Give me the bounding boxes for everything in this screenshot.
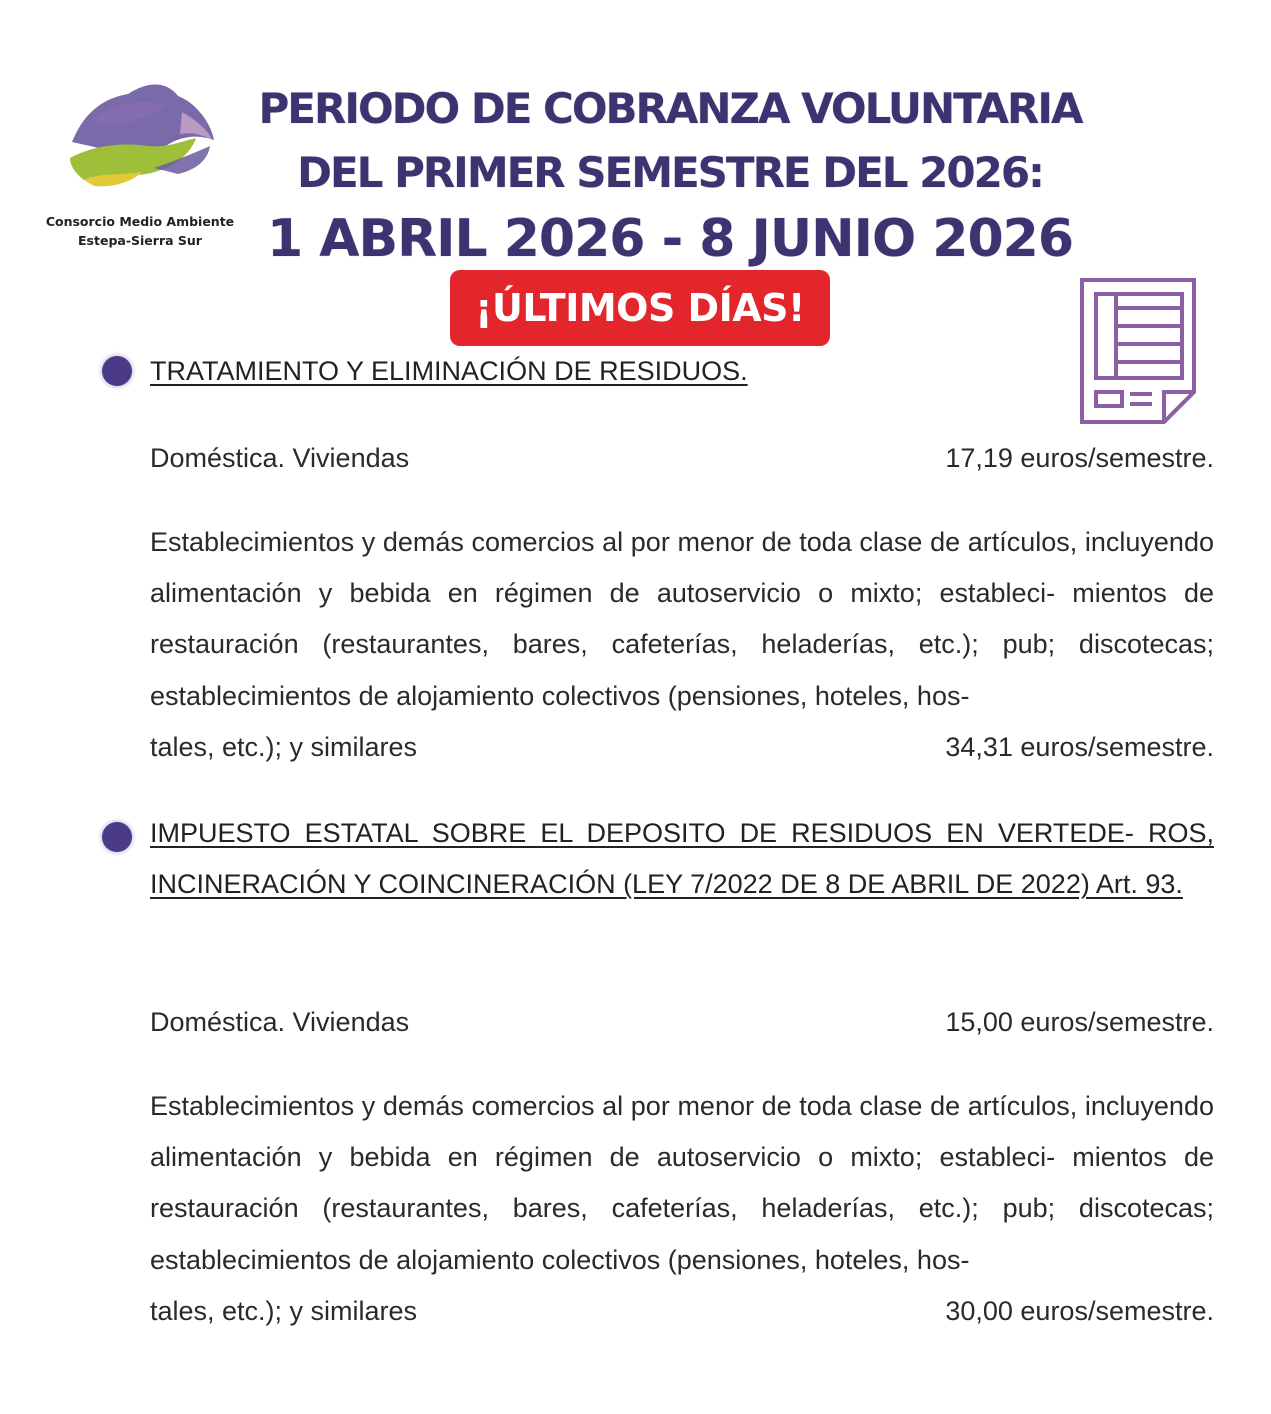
last-days-badge: ¡ÚLTIMOS DÍAS! <box>450 270 830 346</box>
commercial-amount: 30,00 euros/semestre. <box>945 1295 1214 1326</box>
logo-caption-line2: Estepa-Sierra Sur <box>78 233 202 248</box>
header-line2: DEL PRIMER SEMESTRE DEL 2026: <box>297 148 1043 197</box>
commercial-text: Establecimientos y demás comercios al por menor de toda clase de artículos, incluyendo alimentación y bebida en régimen de autoservicio o mixto; estableci- mientos de restauración (restaurantes, bares, cafeterías, heladerías, etc.); pub; discotecas; establecimientos de alojamiento colectivos (pensiones, hoteles, hos- <box>150 527 1214 711</box>
domestic-label: Doméstica. Viviendas <box>150 443 410 473</box>
section-bullet <box>102 356 132 386</box>
header-dates: 1 ABRIL 2026 - 8 JUNIO 2026 <box>266 209 1074 269</box>
commercial-paragraph <box>150 517 1214 773</box>
section-bullet <box>102 822 132 852</box>
domestic-row <box>150 1002 1214 1042</box>
domestic-label: Doméstica. Viviendas <box>150 1007 410 1037</box>
consorcio-logo <box>62 76 222 194</box>
section-heading-text: IMPUESTO ESTATAL SOBRE EL DEPOSITO DE RESIDUOS EN VERTEDE- ROS, INCINERACIÓN Y COINCINERACIÓN (LEY 7/2022 DE 8 DE ABRIL DE 2022) Art. 93. <box>150 818 1214 899</box>
commercial-amount: 34,31 euros/semestre. <box>945 731 1214 762</box>
commercial-paragraph <box>150 1081 1214 1337</box>
header-line1: PERIODO DE COBRANZA VOLUNTARIA <box>258 84 1082 133</box>
section-heading-text: TRATAMIENTO Y ELIMINACIÓN DE RESIDUOS. <box>150 356 748 386</box>
domestic-amount: 15,00 euros/semestre. <box>945 1007 1214 1037</box>
logo-caption-line1: Consorcio Medio Ambiente <box>45 214 235 229</box>
commercial-last-text: tales, etc.); y similares <box>150 1295 418 1326</box>
domestic-row <box>150 438 1214 478</box>
domestic-amount: 17,19 euros/semestre. <box>945 443 1214 473</box>
commercial-last-line <box>150 722 1214 773</box>
commercial-last-text: tales, etc.); y similares <box>150 731 418 762</box>
commercial-last-line <box>150 1286 1214 1337</box>
section-heading <box>150 808 1214 910</box>
section-heading <box>150 346 1214 397</box>
commercial-text: Establecimientos y demás comercios al por menor de toda clase de artículos, incluyendo alimentación y bebida en régimen de autoservicio o mixto; estableci- mientos de restauración (restaurantes, bares, cafeterías, heladerías, etc.); pub; discotecas; establecimientos de alojamiento colectivos (pensiones, hoteles, hos- <box>150 1091 1214 1275</box>
